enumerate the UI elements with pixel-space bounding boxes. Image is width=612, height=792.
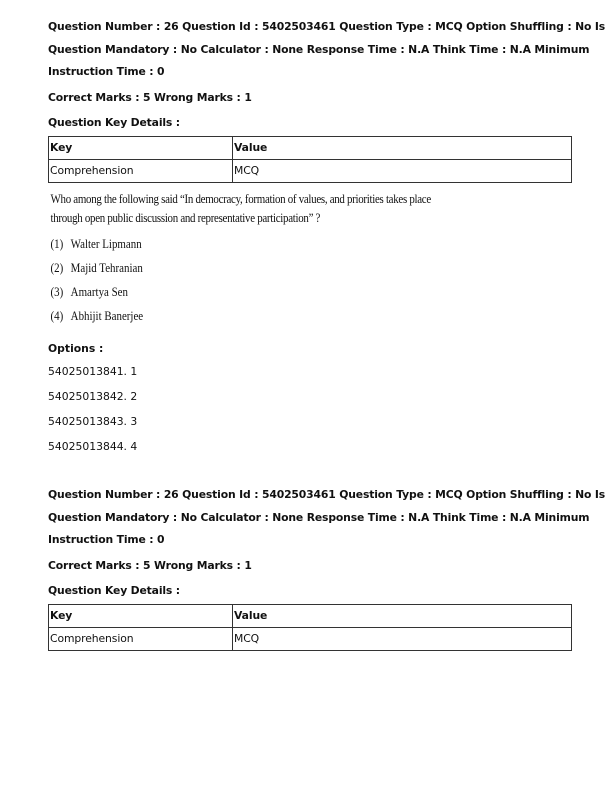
marks-line: Correct Marks : 5 Wrong Marks : 1 xyxy=(48,90,252,104)
choice-item xyxy=(51,304,489,328)
question-meta-line: Question Mandatory : No Calculator : None Response Time : N.A Think Time : N.A Minimum xyxy=(48,42,590,56)
question-block-1 xyxy=(48,16,606,328)
option-id-row: 54025013842. 2 xyxy=(48,390,138,403)
table-header-key: Key xyxy=(49,136,233,159)
table-row xyxy=(49,159,572,182)
table-header-value: Value xyxy=(233,136,572,159)
table-header-key: Key xyxy=(49,604,233,627)
options-section xyxy=(48,331,572,459)
question-meta-line: Question Mandatory : No Calculator : None Response Time : N.A Think Time : N.A Minimum xyxy=(48,510,590,524)
table-cell-value: MCQ xyxy=(233,627,572,650)
choice-number: (3) xyxy=(50,283,64,299)
question-meta-line: Question Number : 26 Question Id : 5402503461 Question Type : MCQ Option Shuffling : No Is xyxy=(48,20,606,33)
marks-line: Correct Marks : 5 Wrong Marks : 1 xyxy=(48,558,252,572)
key-details-label: Question Key Details : xyxy=(48,583,180,597)
key-details-table xyxy=(48,136,572,183)
table-cell-value: MCQ xyxy=(233,159,572,182)
question-text-line: Who among the following said “In democracy, formation of values, and priorities takes place xyxy=(50,190,431,206)
options-label: Options : xyxy=(48,342,104,355)
choice-text: Majid Tehranian xyxy=(70,259,143,275)
choice-text: Walter Lipmann xyxy=(70,235,142,251)
question-text-line: through open public discussion and representative participation” ? xyxy=(50,209,321,225)
choice-text: Amartya Sen xyxy=(70,283,128,299)
choice-item xyxy=(51,256,489,280)
choice-item xyxy=(51,232,489,256)
choice-number: (2) xyxy=(50,259,64,275)
table-cell-key: Comprehension xyxy=(49,627,233,650)
table-row xyxy=(49,627,572,650)
choice-number: (1) xyxy=(50,235,64,251)
table-header-row xyxy=(49,136,572,159)
question-block-2 xyxy=(48,484,606,651)
choice-text: Abhijit Banerjee xyxy=(70,307,144,323)
option-id-row: 54025013841. 1 xyxy=(48,365,138,378)
table-header-value: Value xyxy=(233,604,572,627)
question-meta-line: Instruction Time : 0 xyxy=(48,533,165,546)
key-details-label: Question Key Details : xyxy=(48,115,180,129)
question-text xyxy=(48,189,504,227)
table-cell-key: Comprehension xyxy=(49,159,233,182)
question-meta-line: Question Number : 26 Question Id : 5402503461 Question Type : MCQ Option Shuffling : No Is xyxy=(48,488,606,501)
option-id-row: 54025013844. 4 xyxy=(48,440,138,453)
table-header-row xyxy=(49,604,572,627)
choice-item xyxy=(51,280,489,304)
choice-number: (4) xyxy=(50,307,64,323)
option-id-row: 54025013843. 3 xyxy=(48,415,138,428)
key-details-table xyxy=(48,604,572,651)
choice-list xyxy=(48,232,488,328)
question-meta-line: Instruction Time : 0 xyxy=(48,65,165,78)
